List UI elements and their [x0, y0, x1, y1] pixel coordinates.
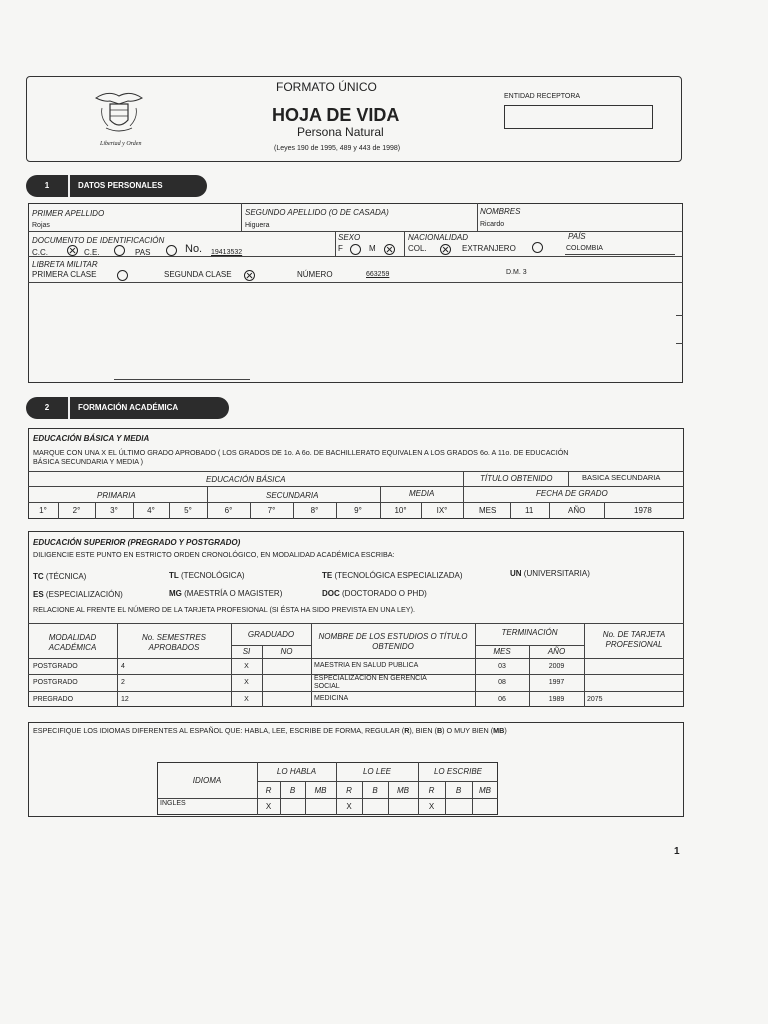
pais-value[interactable]: COLOMBIA [566, 245, 603, 252]
superior-mes-cell[interactable]: 06 [498, 696, 506, 703]
col-label: COL. [408, 244, 427, 253]
te-legend [322, 571, 463, 580]
col-nombre-line1: NOMBRE DE LOS ESTUDIOS O TÍTULO [318, 632, 468, 641]
idiomas-r: R [404, 726, 410, 735]
un-legend [510, 569, 590, 578]
es-text: (ESPECIALIZACIÓN) [45, 590, 123, 599]
superior-nombre-cell[interactable] [314, 662, 474, 670]
ano-value[interactable]: 1978 [634, 506, 652, 515]
pas-checkbox[interactable] [166, 245, 177, 256]
nombre-line1: ESPECIALIZACION EN GERENCIA [314, 675, 427, 682]
pas-label: PAS [135, 248, 151, 257]
document-number[interactable]: 19413532 [211, 249, 243, 256]
col-checkbox[interactable] [440, 244, 451, 255]
primaria-header: PRIMARIA [97, 491, 136, 500]
section-number: 2 [26, 397, 70, 419]
primera-clase-label: PRIMERA CLASE [32, 270, 97, 279]
col-nombre [311, 632, 475, 652]
grade-cell[interactable]: 6° [224, 506, 233, 515]
superior-mes-cell[interactable]: 08 [498, 679, 506, 686]
superior-tarjeta-cell[interactable]: 2075 [587, 696, 603, 703]
tc-legend [33, 572, 86, 581]
idiomas-instr-b: ), BIEN ( [409, 726, 437, 735]
te-text: (TECNOLÓGICA ESPECIALIZADA) [334, 571, 463, 580]
page-title: HOJA DE VIDA [272, 105, 400, 125]
secundaria-header: SECUNDARIA [266, 491, 319, 500]
ce-checkbox[interactable] [114, 245, 125, 256]
tl-legend [169, 571, 245, 580]
grade-cell[interactable]: 8° [310, 506, 319, 515]
cc-checkbox[interactable] [67, 245, 78, 256]
grade-cell[interactable]: 3° [110, 506, 118, 515]
te-code: TE [322, 571, 333, 580]
col-nombre-line2: OBTENIDO [372, 642, 414, 651]
primer-apellido-value[interactable]: Rojas [32, 222, 50, 229]
pais-label: PAÍS [568, 232, 586, 241]
basica-instructions: MARQUE CON UNA X EL ÚLTIMO GRADO APROBADO ( LOS GRADOS DE 1o. A 6o. DE BACHILLERATO EQUIVALEN A LOS GRADOS 6o. A 11o. DE EDUCACIÓN [33, 448, 569, 457]
lo-escribe-header: LO ESCRIBE [433, 767, 482, 776]
segundo-apellido-label: SEGUNDO APELLIDO (O DE CASADA) [245, 208, 389, 217]
superior-semestres-cell[interactable]: 12 [121, 696, 129, 703]
titulo-obtenido-value[interactable]: BASICA SECUNDARIA [582, 473, 661, 482]
escribe-b: B [455, 786, 462, 795]
lo-habla-header: LO HABLA [276, 767, 317, 776]
idioma-value[interactable]: INGLES [160, 800, 186, 807]
mes-value[interactable]: 11 [525, 506, 534, 515]
col-ano: AÑO [547, 647, 566, 656]
lee-mb: MB [397, 786, 409, 795]
escribe-mb: MB [479, 786, 491, 795]
col-no: NO [280, 647, 293, 656]
col-tarjeta [584, 630, 684, 650]
mes-label: MES [479, 506, 497, 515]
extranjero-checkbox[interactable] [532, 242, 543, 253]
mg-legend [169, 589, 282, 598]
superior-modalidad-cell[interactable]: POSTGRADO [33, 663, 78, 670]
grade-cell[interactable]: 4° [147, 506, 155, 515]
superior-semestres-cell[interactable]: 2 [121, 679, 125, 686]
nombre-line1: MAESTRIA EN SALUD PUBLICA [314, 662, 419, 669]
habla-mark[interactable]: X [265, 802, 272, 811]
col-graduado: GRADUADO [247, 630, 295, 639]
lee-mark[interactable]: X [346, 802, 352, 811]
superior-ano-cell[interactable]: 1989 [548, 696, 565, 703]
superior-si-cell[interactable]: X [244, 679, 249, 686]
idiomas-b: B [436, 726, 443, 735]
superior-modalidad-cell[interactable]: POSTGRADO [33, 679, 78, 686]
superior-semestres-cell[interactable]: 4 [121, 663, 125, 670]
col-tarjeta-line1: No. DE TARJETA [602, 630, 666, 639]
entidad-receptora-field[interactable] [504, 105, 653, 129]
section-1-header [26, 175, 207, 197]
relacione-instructions: RELACIONE AL FRENTE EL NÚMERO DE LA TARJETA PROFESIONAL (SI ÉSTA HA SIDO PREVISTA EN UNA LEY). [33, 605, 415, 614]
superior-ano-cell[interactable]: 2009 [548, 663, 565, 670]
section-title: FORMACIÓN ACADÉMICA [78, 403, 179, 412]
tl-code: TL [169, 571, 179, 580]
mg-text: (MAESTRÍA O MAGISTER) [184, 589, 283, 598]
libreta-label: LIBRETA MILITAR [32, 260, 98, 269]
numero-label: NÚMERO [297, 270, 333, 279]
documento-label: DOCUMENTO DE IDENTIFICACIÓN [32, 236, 165, 245]
col-tarjeta-line2: PROFESIONAL [605, 640, 663, 649]
educacion-basica-header: EDUCACIÓN BÁSICA [206, 475, 286, 484]
col-mes: MES [493, 647, 511, 656]
sexo-f-checkbox[interactable] [350, 244, 361, 255]
media-header: MEDIA [409, 489, 435, 498]
superior-mes-cell[interactable]: 03 [498, 663, 506, 670]
un-code: UN [510, 569, 522, 578]
segunda-clase-label: SEGUNDA CLASE [164, 270, 232, 279]
habla-r: R [265, 786, 272, 795]
ce-label: C.E. [84, 248, 100, 257]
col-modalidad-line2: ACADÉMICA [48, 643, 97, 652]
cc-label: C.C. [32, 248, 48, 257]
nacionalidad-label: NACIONALIDAD [408, 233, 469, 242]
col-terminacion: TERMINACIÓN [501, 628, 558, 637]
idiomas-instructions [33, 726, 507, 735]
grade-cell[interactable]: 5° [184, 506, 192, 515]
primer-apellido-label: PRIMER APELLIDO [32, 209, 105, 218]
section-title: DATOS PERSONALES [78, 181, 163, 190]
tl-text: (TECNOLÓGICA) [181, 571, 245, 580]
tc-code: TC [33, 572, 44, 581]
basica-instructions-2: BÁSICA SECUNDARIA Y MEDIA ) [33, 457, 143, 466]
basica-title: EDUCACIÓN BÁSICA Y MEDIA [33, 434, 150, 443]
col-modalidad [28, 633, 117, 653]
titulo-obtenido-label: TÍTULO OBTENIDO [480, 474, 553, 483]
habla-b: B [289, 786, 296, 795]
col-modalidad-line1: MODALIDAD [48, 633, 97, 642]
superior-si-cell[interactable]: X [244, 696, 249, 703]
segundo-apellido-value[interactable]: Higuera [245, 222, 270, 229]
doc-legend [322, 589, 427, 598]
idiomas-mb: MB [493, 726, 505, 735]
nombres-value[interactable]: Ricardo [480, 221, 505, 228]
superior-nombre-cell[interactable] [314, 695, 474, 703]
grade-cell[interactable]: 1° [39, 506, 47, 515]
grade-cell[interactable]: 2° [72, 506, 81, 515]
superior-ano-cell[interactable]: 1997 [548, 679, 565, 686]
ano-label: AÑO [568, 506, 586, 515]
leyes-caption: (Leyes 190 de 1995, 489 y 443 de 1998) [274, 145, 401, 152]
superior-title: EDUCACIÓN SUPERIOR (PREGRADO Y POSTGRADO) [33, 538, 241, 547]
grade-cell[interactable]: 7° [267, 506, 276, 515]
coat-of-arms-icon [88, 88, 150, 140]
grade-cell[interactable]: 10° [394, 506, 407, 515]
mg-code: MG [169, 589, 182, 598]
section-2-header [26, 397, 229, 419]
col-semestres-line1: No. SEMESTRES [141, 633, 206, 642]
page-subtitle: Persona Natural [297, 125, 384, 139]
entidad-receptora-label: ENTIDAD RECEPTORA [504, 93, 581, 100]
superior-nombre-cell[interactable] [314, 675, 474, 691]
idioma-header: IDIOMA [192, 776, 222, 785]
lo-lee-header: LO LEE [362, 767, 391, 776]
formato-unico: FORMATO ÚNICO [276, 80, 377, 94]
no-label: No. [185, 243, 203, 255]
habla-mb: MB [314, 786, 327, 795]
superior-si-cell[interactable]: X [244, 663, 249, 670]
escribe-mark[interactable]: X [428, 802, 435, 811]
primera-clase-checkbox[interactable] [117, 270, 128, 281]
sexo-f-label: F [338, 244, 343, 253]
idiomas-instr-d: ) [504, 726, 507, 735]
nombre-line1: MEDICINA [314, 695, 349, 702]
superior-instructions: DILIGENCIE ESTE PUNTO EN ESTRICTO ORDEN CRONOLÓGICO, EN MODALIDAD ACADÉMICA ESCRIBA: [33, 550, 395, 559]
seal-caption: Libertad y Orden [100, 141, 142, 147]
doc-text: (DOCTORADO O PHD) [342, 589, 427, 598]
fecha-grado-header: FECHA DE GRADO [536, 489, 608, 498]
tc-text: (TÉCNICA) [45, 572, 87, 581]
es-legend [33, 590, 123, 599]
un-text: (UNIVERSITARIA) [523, 569, 590, 578]
sexo-m-checkbox[interactable] [384, 244, 395, 255]
dm-value[interactable]: D.M. 3 [506, 269, 527, 276]
idiomas-instr-c: ) O MUY BIEN ( [442, 726, 494, 735]
lee-b: B [372, 786, 378, 795]
nombre-line2: SOCIAL [314, 683, 340, 690]
idiomas-instr-a: ESPECIFIQUE LOS IDIOMAS DIFERENTES AL ESPAÑOL QUE: HABLA, LEE, ESCRIBE DE FORMA, REGULAR ( [33, 726, 405, 735]
datos-personales-frame [28, 203, 683, 383]
col-si: SI [242, 647, 251, 656]
page-number: 1 [674, 846, 680, 857]
lee-r: R [346, 786, 352, 795]
numero-value[interactable]: 663259 [366, 271, 390, 278]
superior-modalidad-cell[interactable]: PREGRADO [33, 696, 74, 703]
section-number: 1 [26, 175, 70, 197]
grade-cell[interactable]: IX° [436, 506, 448, 515]
sexo-m-label: M [369, 244, 376, 253]
grade-cell[interactable]: 9° [354, 506, 362, 515]
doc-code: DOC [322, 589, 340, 598]
segunda-clase-checkbox[interactable] [244, 270, 255, 281]
sexo-label: SEXO [338, 233, 361, 242]
es-code: ES [33, 590, 44, 599]
nombres-label: NOMBRES [480, 207, 521, 216]
col-semestres-line2: APROBADOS [148, 643, 200, 652]
extranjero-label: EXTRANJERO [462, 244, 516, 253]
escribe-r: R [428, 786, 435, 795]
col-semestres [117, 633, 231, 653]
